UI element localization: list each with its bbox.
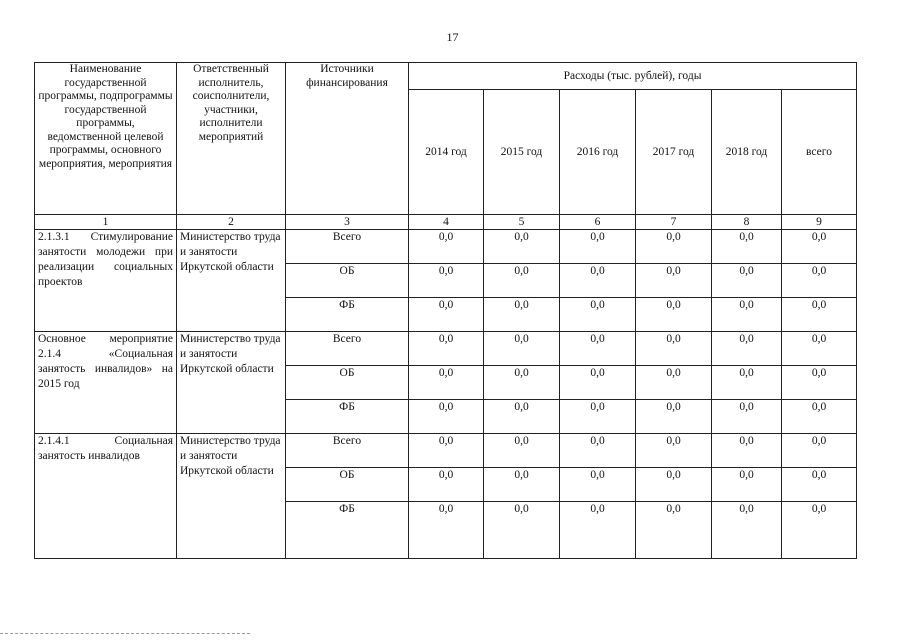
value-cell: 0,0 [409,264,484,298]
funding-source: ФБ [286,502,409,559]
measure-name: Основное мероприятие 2.1.4 «Социальная занятость инвалидов» на 2015 год [35,332,177,434]
value-cell: 0,0 [712,400,782,434]
value-cell: 0,0 [484,434,560,468]
value-cell: 0,0 [409,502,484,559]
value-cell: 0,0 [409,468,484,502]
column-number: 8 [712,215,782,230]
header-year-2014: 2014 год [409,90,484,215]
value-cell: 0,0 [409,230,484,264]
header-responsible: Ответственный исполнитель, соисполнители, участники, исполнители мероприятий [177,63,286,215]
value-cell: 0,0 [484,468,560,502]
responsible-executor: Министерство труда и занятости Иркутской области [177,434,286,559]
value-cell: 0,0 [560,468,636,502]
measure-name: 2.1.3.1 Стимулирование занятости молодежи при реализации социальных проектов [35,230,177,332]
responsible-executor: Министерство труда и занятости Иркутской области [177,332,286,434]
funding-source: ФБ [286,400,409,434]
value-cell: 0,0 [782,434,857,468]
header-expenses: Расходы (тыс. рублей), годы [409,63,857,90]
header-year-2018: 2018 год [712,90,782,215]
value-cell: 0,0 [636,400,712,434]
table-row [35,434,857,468]
value-cell: 0,0 [782,502,857,559]
value-cell: 0,0 [409,400,484,434]
value-cell: 0,0 [712,332,782,366]
value-cell: 0,0 [782,230,857,264]
value-cell: 0,0 [712,502,782,559]
funding-source: Всего [286,230,409,264]
bottom-divider [0,633,250,634]
value-cell: 0,0 [484,332,560,366]
funding-source: ОБ [286,264,409,298]
header-funding-sources: Источники финансирования [286,63,409,215]
column-number: 7 [636,215,712,230]
value-cell: 0,0 [636,468,712,502]
value-cell: 0,0 [560,502,636,559]
funding-source: ФБ [286,298,409,332]
value-cell: 0,0 [560,434,636,468]
value-cell: 0,0 [560,332,636,366]
value-cell: 0,0 [560,366,636,400]
value-cell: 0,0 [484,502,560,559]
table-row [35,230,857,264]
value-cell: 0,0 [560,264,636,298]
value-cell: 0,0 [636,366,712,400]
table-row [35,332,857,366]
value-cell: 0,0 [782,400,857,434]
value-cell: 0,0 [636,434,712,468]
value-cell: 0,0 [712,230,782,264]
value-cell: 0,0 [560,230,636,264]
value-cell: 0,0 [636,264,712,298]
header-year-2017: 2017 год [636,90,712,215]
value-cell: 0,0 [409,332,484,366]
header-year-2016: 2016 год [560,90,636,215]
value-cell: 0,0 [484,298,560,332]
value-cell: 0,0 [636,230,712,264]
value-cell: 0,0 [560,298,636,332]
value-cell: 0,0 [409,298,484,332]
header-total: всего [782,90,857,215]
page-number: 17 [446,30,459,44]
funding-source: Всего [286,434,409,468]
funding-source: Всего [286,332,409,366]
column-number: 3 [286,215,409,230]
column-number: 4 [409,215,484,230]
value-cell: 0,0 [782,468,857,502]
value-cell: 0,0 [782,332,857,366]
column-number: 1 [35,215,177,230]
column-number: 6 [560,215,636,230]
value-cell: 0,0 [782,366,857,400]
measure-name: 2.1.4.1 Социальная занятость инвалидов [35,434,177,559]
column-number: 2 [177,215,286,230]
value-cell: 0,0 [484,400,560,434]
funding-source: ОБ [286,468,409,502]
column-number: 9 [782,215,857,230]
value-cell: 0,0 [484,366,560,400]
value-cell: 0,0 [712,434,782,468]
value-cell: 0,0 [712,468,782,502]
value-cell: 0,0 [409,434,484,468]
column-number: 5 [484,215,560,230]
value-cell: 0,0 [712,298,782,332]
value-cell: 0,0 [712,264,782,298]
value-cell: 0,0 [636,502,712,559]
value-cell: 0,0 [782,264,857,298]
header-year-2015: 2015 год [484,90,560,215]
value-cell: 0,0 [712,366,782,400]
value-cell: 0,0 [636,298,712,332]
value-cell: 0,0 [560,400,636,434]
value-cell: 0,0 [484,230,560,264]
value-cell: 0,0 [409,366,484,400]
header-program-name: Наименование государственной программы, подпрограммы государственной программы, ведомственной целевой программы, основного мероприятия, мероприятия [35,63,177,215]
responsible-executor: Министерство труда и занятости Иркутской области [177,230,286,332]
value-cell: 0,0 [782,298,857,332]
value-cell: 0,0 [636,332,712,366]
value-cell: 0,0 [484,264,560,298]
expenses-table [34,62,857,559]
funding-source: ОБ [286,366,409,400]
